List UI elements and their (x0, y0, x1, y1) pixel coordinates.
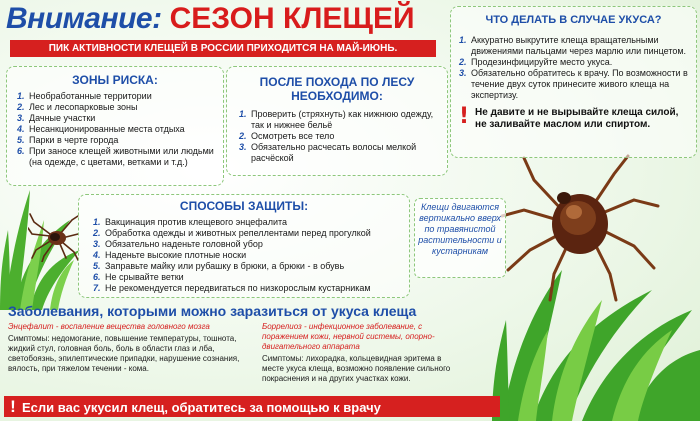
risk-zones-list (17, 91, 215, 168)
list-item: 1. Вакцинация против клещевого энцефалита (93, 217, 287, 227)
after-forest-title: ПОСЛЕ ПОХОДА ПО ЛЕСУ НЕОБХОДИМО: (259, 75, 415, 103)
list-item: 7. Не рекомендуется передвигаться по низкорослым кустарникам (93, 283, 371, 293)
what-to-do-panel (450, 6, 697, 158)
list-item: 2. Осмотреть все тело (239, 131, 335, 141)
borreliosis-symptoms: Симптомы: лихорадка, кольцевидная эритема в месте укуса клеща, возможно появление сильного покраснения и на других участках кожи. (262, 354, 451, 383)
borreliosis-name: Боррелиоз - инфекционное заболевание, с поражением кожи, нервной системы, опорно-двигательного аппарата (262, 322, 435, 351)
exclamation-icon: ! (459, 104, 470, 129)
list-item: 2. Лес и лесопарковые зоны (17, 102, 138, 112)
list-item: 1. Аккуратно выкрутите клеща вращательными движениями пальцами через марлю или пинцетом. (459, 35, 687, 56)
list-item: 3. Дачные участки (17, 113, 96, 123)
what-to-do-title: ЧТО ДЕЛАТЬ В СЛУЧАЕ УКУСА? (485, 14, 662, 26)
list-item: 3. Обязательно обратитесь к врачу. По возможности в течение двух суток принесите живого клеща на экспертизу. (459, 68, 688, 100)
encephalitis-name: Энцефалит - воспаление вещества головного мозга (8, 322, 210, 331)
list-item: 3. Обязательно наденьте головной убор (93, 239, 263, 249)
tick-small-illustration (28, 212, 80, 262)
after-forest-panel (226, 66, 448, 176)
protection-title: СПОСОБЫ ЗАЩИТЫ: (179, 199, 309, 213)
list-item: 2. Продезинфицируйте место укуса. (459, 57, 613, 67)
protection-panel (78, 194, 410, 298)
list-item: 5. Парки в черте города (17, 135, 119, 145)
list-item: 3. Обязательно расчесать волосы мелкой расчёской (239, 142, 417, 163)
title-part1: Внимание: (6, 2, 162, 35)
list-item: 1. Необработанные территории (17, 91, 152, 101)
after-forest-list (239, 109, 439, 164)
warning-row (459, 104, 688, 131)
footer-banner (4, 396, 500, 417)
diseases-title: Заболевания, которыми можно заразиться от укуса клеща (8, 303, 417, 319)
list-item: 5. Заправьте майку или рубашку в брюки, а брюки - в обувь (93, 261, 345, 271)
risk-zones-title: ЗОНЫ РИСКА: (72, 73, 158, 87)
encephalitis-block (8, 322, 258, 390)
footer-text: Если вас укусил клещ, обратитесь за помощью к врачу (22, 400, 381, 415)
list-item: 4. Несанкционированные места отдыха (17, 124, 185, 134)
list-item: 6. При заносе клещей животными или людьми (на одежде, с цветами, ветками и т.д.) (17, 146, 214, 167)
list-item: 1. Проверить (стряхнуть) как нижнюю одежду, так и нижнее бельё (239, 109, 434, 130)
exclamation-icon: ! (10, 397, 16, 416)
protection-list (93, 217, 401, 294)
warning-text: Не давите и не вырывайте клеща силой, не заливайте маслом или спиртом. (475, 107, 679, 130)
title-part2: СЕЗОН КЛЕЩЕЙ (169, 2, 415, 35)
encephalitis-symptoms: Симптомы: недомогание, повышение температуры, тошнота, жидкий стул, головная боль, боль в области глаз и лба, светобоязнь, эпилептические припадки, нарушение сознания, вялость, при тяжелом течении - кома. (8, 334, 240, 373)
list-item: 2. Обработка одежды и животных репеллентами перед прогулкой (93, 228, 371, 238)
subtitle-banner: ПИК АКТИВНОСТИ КЛЕЩЕЙ В РОССИИ ПРИХОДИТСЯ НА МАЙ-ИЮНЬ. (10, 40, 436, 57)
tick-behavior-callout: Клещи двигаются вертикально вверх по травянистой растительности и кустарникам (414, 198, 506, 278)
list-item: 4. Наденьте высокие плотные носки (93, 250, 247, 260)
list-item: 6. Не срывайте ветки (93, 272, 184, 282)
risk-zones-panel (6, 66, 224, 186)
what-to-do-list (459, 35, 688, 101)
tick-large-illustration (494, 150, 664, 310)
page-title (6, 2, 446, 36)
borreliosis-block (262, 322, 452, 390)
